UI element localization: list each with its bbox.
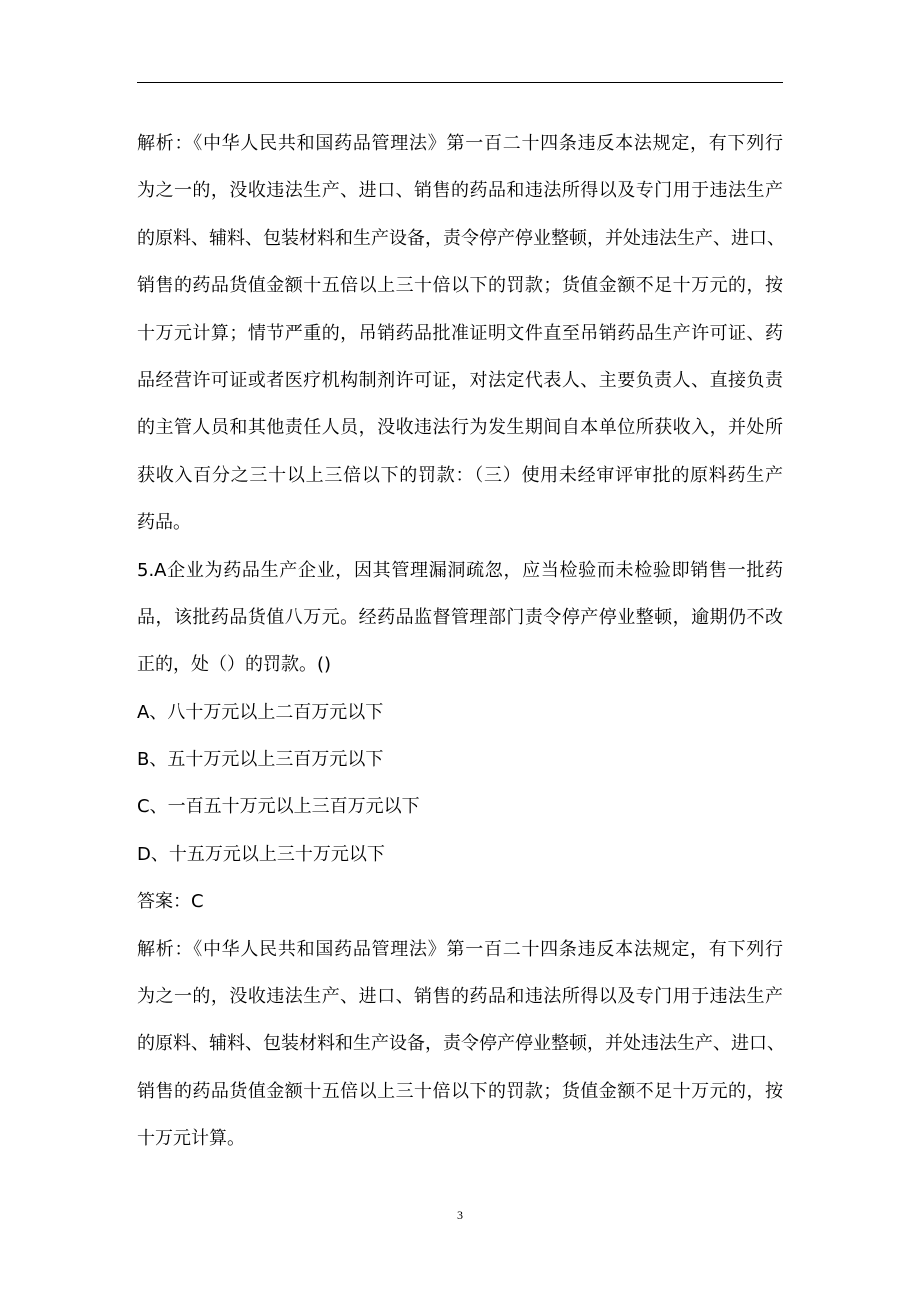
option-d: D、十五万元以上三十万元以下	[137, 843, 385, 865]
header-rule	[137, 82, 783, 83]
text-line: 十万元计算。	[137, 1128, 245, 1150]
question-stem-line: 5.A企业为药品生产企业，因其管理漏洞疏忽，应当检验而未检验即销售一批药	[137, 559, 783, 581]
text-line: 品经营许可证或者医疗机构制剂许可证，对法定代表人、主要负责人、直接负责	[137, 369, 783, 391]
body-text	[137, 120, 789, 1163]
text-line: 十万元计算；情节严重的，吊销药品批准证明文件直至吊销药品生产许可证、药	[137, 322, 783, 344]
text-line: 药品。	[137, 512, 191, 534]
question-stem-line: 正的，处（）的罚款。()	[137, 654, 332, 676]
question-stem-line: 品，该批药品货值八万元。经药品监督管理部门责令停产停业整顿，逾期仍不改	[137, 606, 783, 628]
text-line: 为之一的，没收违法生产、进口、销售的药品和违法所得以及专门用于违法生产	[137, 986, 783, 1008]
text-line: 解析：《中华人民共和国药品管理法》第一百二十四条违反本法规定，有下列行	[137, 133, 783, 154]
text-line: 的原料、辅料、包装材料和生产设备，责令停产停业整顿，并处违法生产、进口、	[137, 227, 785, 249]
page-number: 3	[457, 1208, 463, 1222]
option-a: A、八十万元以上二百万元以下	[137, 701, 384, 723]
text-line: 的原料、辅料、包装材料和生产设备，责令停产停业整顿，并处违法生产、进口、	[137, 1033, 785, 1055]
answer-line: 答案：C	[137, 891, 204, 913]
option-b: B、五十万元以上三百万元以下	[137, 749, 384, 771]
text-line: 为之一的，没收违法生产、进口、销售的药品和违法所得以及专门用于违法生产	[137, 180, 783, 202]
text-line: 的主管人员和其他责任人员，没收违法行为发生期间自本单位所获收入，并处所	[137, 417, 783, 439]
text-line: 获收入百分之三十以上三倍以下的罚款：（三）使用未经审评审批的原料药生产	[137, 464, 783, 486]
text-line: 销售的药品货值金额十五倍以上三十倍以下的罚款；货值金额不足十万元的，按	[137, 275, 783, 297]
option-c: C、一百五十万元以上三百万元以下	[137, 796, 420, 818]
text-line: 销售的药品货值金额十五倍以上三十倍以下的罚款；货值金额不足十万元的，按	[137, 1080, 783, 1102]
text-line: 解析：《中华人民共和国药品管理法》第一百二十四条违反本法规定，有下列行	[137, 938, 783, 960]
